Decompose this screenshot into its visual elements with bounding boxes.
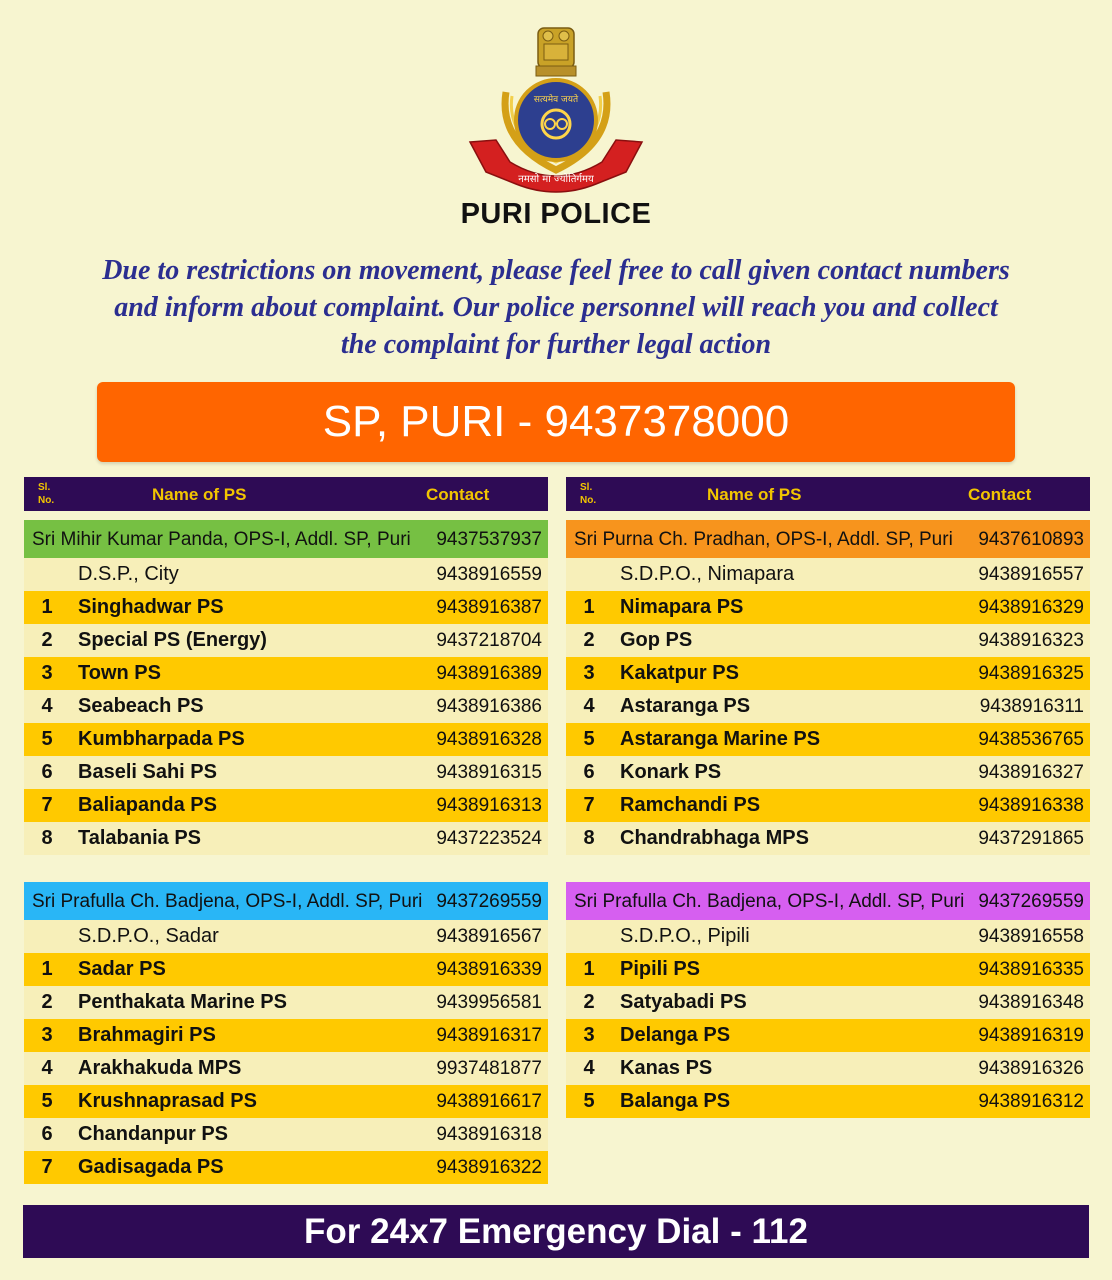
table-row [24,822,548,855]
sl-no: 3 [583,1024,595,1046]
station-phone: 9439956581 [436,992,542,1013]
block-nimapara [566,520,1090,855]
sl-no: 1 [583,958,595,980]
station-phone: 9438916319 [978,1025,1084,1046]
officer-phone: 9437269559 [978,891,1084,912]
officer-header [24,882,548,920]
sl-no: 2 [583,629,595,651]
sl-no: 7 [41,794,53,816]
table-row [566,624,1090,657]
station-phone: 9438916311 [979,696,1084,717]
sub-officer-phone: 9438916557 [978,564,1084,585]
table-row [24,657,548,690]
station-phone: 9438916335 [978,959,1084,980]
sub-officer-phone: 9438916559 [436,564,542,585]
station-name: Seabeach PS [78,695,204,717]
sl-no: 5 [41,728,53,750]
contact-header: Contact [426,485,490,504]
table-row [566,1052,1090,1085]
sl-no: 2 [41,629,53,651]
table-row [566,591,1090,624]
sl-no: 3 [41,662,53,684]
station-name: Gadisagada PS [78,1156,224,1178]
table-row [24,690,548,723]
station-phone: 9438916328 [436,729,542,750]
table-row [566,822,1090,855]
station-name: Talabania PS [78,827,202,849]
station-name: Sadar PS [78,958,166,980]
table-row [24,1019,548,1052]
sl-no: 3 [41,1024,53,1046]
station-name: Astaranga Marine PS [620,728,821,750]
emblem-ribbon-motto: नमसो मा ज्योतिर्गमय [518,174,594,185]
station-name: Delanga PS [620,1024,731,1046]
station-name: Kanas PS [620,1057,713,1079]
station-phone: 9438916326 [978,1058,1084,1079]
station-phone: 9438916313 [436,795,542,816]
station-phone: 9438916323 [978,630,1084,651]
officer-name: Sri Prafulla Ch. Badjena, OPS-I, Addl. SP, Puri [32,891,423,912]
name-of-ps-header: Name of PS [152,485,247,504]
table-row [24,756,548,789]
station-phone: 9438916386 [436,696,542,717]
station-name: Gop PS [620,629,693,651]
column-header-right [566,477,1090,511]
table-row [566,953,1090,986]
sub-officer-row [24,558,548,591]
station-phone: 9937481877 [436,1058,542,1079]
sl-no: 6 [583,761,595,783]
sub-officer-phone: 9438916567 [436,926,542,947]
sl-no: 6 [41,1123,53,1145]
table-row [24,1151,548,1184]
sub-officer-row [566,558,1090,591]
table-row [566,657,1090,690]
sub-officer-name: S.D.P.O., Sadar [78,925,219,947]
sub-officer-name: S.D.P.O., Pipili [620,925,750,947]
station-phone: 9438916315 [436,762,542,783]
sl-no: 8 [583,827,595,849]
sl-no: 3 [583,662,595,684]
station-phone: 9438916387 [436,597,542,618]
station-phone: 9438916318 [436,1124,542,1145]
emblem-top-motto: सत्यमेव जयते [533,95,579,105]
sl-no: 7 [41,1156,53,1178]
sub-officer-name: D.S.P., City [78,563,179,585]
table-row [24,1052,548,1085]
station-name: Chandanpur PS [78,1123,229,1145]
sl-no: 2 [41,991,53,1013]
station-name: Baseli Sahi PS [78,761,217,783]
station-name: Singhadwar PS [78,596,224,618]
station-phone: 9438916617 [436,1091,542,1112]
station-name: Kakatpur PS [620,662,739,684]
officer-name: Sri Purna Ch. Pradhan, OPS-I, Addl. SP, Puri [574,529,953,550]
station-name: Baliapanda PS [78,794,217,816]
station-name: Brahmagiri PS [78,1024,216,1046]
station-name: Arakhakuda MPS [78,1057,242,1079]
sl-no: 4 [41,695,53,717]
sl-no: 4 [583,695,595,717]
table-row [24,624,548,657]
station-phone: 9438916389 [436,663,542,684]
table-row [24,591,548,624]
sub-officer-row [566,920,1090,953]
sl-no-header: Sl. No. [580,482,597,506]
block-sadar [24,882,548,1184]
station-phone: 9437223524 [436,828,542,849]
station-name: Balanga PS [620,1090,731,1112]
table-row [566,789,1090,822]
station-name: Ramchandi PS [620,794,761,816]
station-phone: 9438916312 [978,1091,1084,1112]
officer-name: Sri Prafulla Ch. Badjena, OPS-I, Addl. SP, Puri [574,891,965,912]
station-phone: 9437291865 [978,828,1084,849]
table-row [566,1085,1090,1118]
table-row [24,723,548,756]
table-row [24,953,548,986]
officer-header [566,882,1090,920]
table-row [566,756,1090,789]
table-row [566,1019,1090,1052]
column-header-left [24,477,548,511]
station-phone: 9438916317 [436,1025,542,1046]
station-name: Penthakata Marine PS [78,991,287,1013]
table-row [24,1118,548,1151]
station-name: Krushnaprasad PS [78,1090,257,1112]
station-phone: 9438536765 [978,729,1084,750]
block-city [24,520,548,855]
sl-no-header: Sl. No. [38,482,55,506]
station-name: Special PS (Energy) [78,629,267,651]
sl-no: 1 [41,958,53,980]
officer-phone: 9437537937 [436,529,542,550]
table-row [24,1085,548,1118]
sl-no: 2 [583,991,595,1013]
station-phone: 9438916325 [978,663,1084,684]
station-phone: 9438916348 [978,992,1084,1013]
sub-officer-row [24,920,548,953]
emergency-footer: For 24x7 Emergency Dial - 112 [23,1205,1089,1258]
station-name: Chandrabhaga MPS [620,827,809,849]
officer-phone: 9437610893 [978,529,1084,550]
sl-no: 8 [41,827,53,849]
sl-no: 5 [41,1090,53,1112]
table-row [566,986,1090,1019]
station-phone: 9437218704 [436,630,542,651]
sp-contact-banner: SP, PURI - 9437378000 [97,382,1015,462]
sl-no: 6 [41,761,53,783]
officer-phone: 9437269559 [436,891,542,912]
station-phone: 9438916327 [978,762,1084,783]
odisha-police-emblem-icon [466,22,646,197]
officer-header [566,520,1090,558]
table-row [24,789,548,822]
station-name: Konark PS [620,761,722,783]
sl-no: 1 [583,596,595,618]
station-phone: 9438916329 [978,597,1084,618]
sl-no: 5 [583,728,595,750]
sl-no: 5 [583,1090,595,1112]
sl-no: 7 [583,794,595,816]
notice-text: Due to restrictions on movement, please feel free to call given contact numbers and inform about complaint. Our police personnel will reach you and collect the complaint for further legal action [102,255,1010,360]
block-pipili [566,882,1090,1118]
station-phone: 9438916322 [436,1157,542,1178]
name-of-ps-header: Name of PS [707,485,802,504]
table-row [566,723,1090,756]
station-name: Satyabadi PS [620,991,747,1013]
station-phone: 9438916338 [978,795,1084,816]
officer-header [24,520,548,558]
station-name: Town PS [78,662,161,684]
table-row [24,986,548,1019]
table-row [566,690,1090,723]
sl-no: 4 [41,1057,53,1079]
station-name: Astaranga PS [620,695,751,717]
station-name: Kumbharpada PS [78,728,245,750]
sub-officer-name: S.D.P.O., Nimapara [620,563,795,585]
station-phone: 9438916339 [436,959,542,980]
sl-no: 1 [41,596,53,618]
sub-officer-phone: 9438916558 [978,926,1084,947]
station-name: Nimapara PS [620,596,744,618]
sl-no: 4 [583,1057,595,1079]
contact-header: Contact [968,485,1032,504]
page-title: PURI POLICE [460,198,652,230]
station-name: Pipili PS [620,958,701,980]
lion-capital-icon [536,28,576,76]
officer-name: Sri Mihir Kumar Panda, OPS-I, Addl. SP, Puri [32,529,411,550]
